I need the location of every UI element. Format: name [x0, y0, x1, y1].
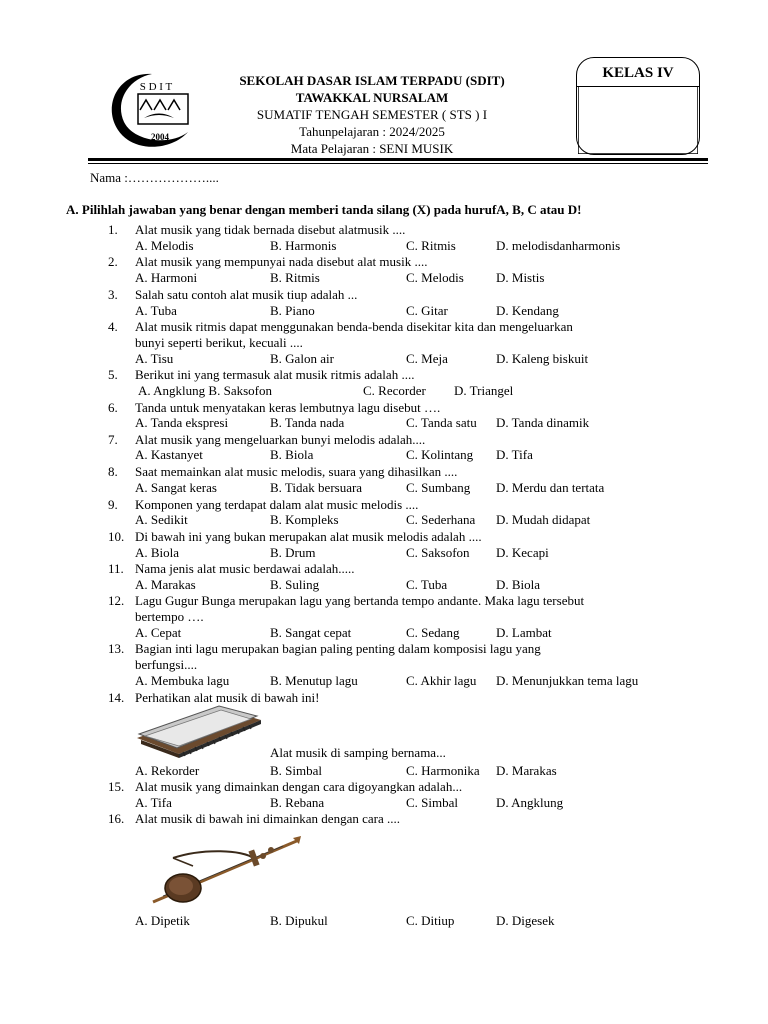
school-logo: [100, 66, 200, 156]
answer-option[interactable]: B. Biola: [270, 447, 314, 462]
question-text: Alat musik yang tidak bernada disebut alatmusik ....: [135, 222, 406, 237]
subject: Mata Pelajaran : SENI MUSIK: [290, 141, 454, 156]
name-field[interactable]: Nama :………………....: [90, 170, 219, 185]
answer-option[interactable]: A. Tuba: [135, 303, 177, 318]
answer-option[interactable]: D. Tifa: [496, 447, 533, 462]
answer-option[interactable]: C. Tuba: [406, 577, 448, 592]
answer-option[interactable]: B. Harmonis: [270, 238, 337, 253]
answer-option[interactable]: C. Melodis: [406, 270, 464, 285]
answer-option[interactable]: C. Akhir lagu: [406, 673, 477, 688]
answer-option[interactable]: A. Tifa: [135, 795, 172, 810]
answer-option[interactable]: A. Sedikit: [135, 512, 188, 527]
answer-option[interactable]: D. Kecapi: [496, 545, 549, 560]
answer-option[interactable]: C. Ritmis: [406, 238, 456, 253]
question-number: 15.: [108, 779, 125, 794]
answer-option[interactable]: D. Lambat: [496, 625, 552, 640]
answer-option[interactable]: C. Ditiup: [406, 913, 455, 928]
question-text: Saat memainkan alat music melodis, suara yang dihasilkan ....: [135, 464, 458, 479]
question-number: 11.: [108, 561, 124, 576]
answer-option[interactable]: A. Tisu: [135, 351, 174, 366]
answer-option[interactable]: D. Triangel: [454, 383, 514, 398]
answer-option[interactable]: C. Harmonika: [406, 763, 480, 778]
answer-option[interactable]: C. Saksofon: [406, 545, 470, 560]
answer-option[interactable]: C. Sedang: [406, 625, 460, 640]
question-text: Perhatikan alat musik di bawah ini!: [135, 690, 320, 705]
exam-header: [212, 72, 532, 157]
answer-option[interactable]: A. Membuka lagu: [135, 673, 230, 688]
answer-option[interactable]: B. Kompleks: [270, 512, 339, 527]
school-name: SEKOLAH DASAR ISLAM TERPADU (SDIT): [239, 73, 505, 88]
question-text: berfungsi....: [135, 657, 198, 672]
header-rule-thick: [88, 158, 708, 161]
question-number: 6.: [108, 400, 118, 415]
question-number: 4.: [108, 319, 118, 334]
answer-option[interactable]: D. Marakas: [496, 763, 557, 778]
answer-option[interactable]: B. Dipukul: [270, 913, 328, 928]
answer-option[interactable]: D. Tanda dinamik: [496, 415, 590, 430]
answer-option[interactable]: C. Sumbang: [406, 480, 471, 495]
answer-option[interactable]: A. Cepat: [135, 625, 182, 640]
answer-option[interactable]: A. Tanda ekspresi: [135, 415, 229, 430]
answer-option[interactable]: B. Drum: [270, 545, 316, 560]
question-text: Alat musik yang mempunyai nada disebut alat musik ....: [135, 254, 428, 269]
answer-option[interactable]: B. Sangat cepat: [270, 625, 352, 640]
answer-option[interactable]: B. Menutup lagu: [270, 673, 358, 688]
answer-option[interactable]: A. Harmoni: [135, 270, 198, 285]
answer-option[interactable]: D. Mistis: [496, 270, 545, 285]
question-number: 8.: [108, 464, 118, 479]
question-text: bertempo ….: [135, 609, 204, 624]
question-number: 3.: [108, 287, 118, 302]
answer-option[interactable]: D. Menunjukkan tema lagu: [496, 673, 639, 688]
answer-option[interactable]: D. melodisdanharmonis: [496, 238, 621, 253]
question-text: Alat musik di bawah ini dimainkan dengan cara ....: [135, 811, 400, 826]
question-number: 9.: [108, 497, 118, 512]
logo-letters: S D I T: [139, 81, 173, 93]
question-text: Di bawah ini yang bukan merupakan alat musik melodis adalah ....: [135, 529, 482, 544]
question-text: Alat musik yang mengeluarkan bunyi melodis adalah....: [135, 432, 426, 447]
answer-option[interactable]: C. Sederhana: [406, 512, 476, 527]
question-text: Alat musik ritmis dapat menggunakan benda-benda disekitar kita dan mengeluarkan: [135, 319, 573, 334]
question-text: Tanda untuk menyatakan keras lembutnya lagu disebut ….: [135, 400, 441, 415]
school-year: Tahunpelajaran : 2024/2025: [299, 124, 445, 139]
question-number: 5.: [108, 367, 118, 382]
instruction: A. Pilihlah jawaban yang benar dengan memberi tanda silang (X) pada hurufA, B, C atau D!: [66, 202, 582, 217]
question-number: 10.: [108, 529, 125, 544]
question-text: Bagian inti lagu merupakan bagian paling penting dalam komposisi lagu yang: [135, 641, 541, 656]
question-number: 13.: [108, 641, 125, 656]
question-text: Alat musik yang dimainkan dengan cara digoyangkan adalah...: [135, 779, 463, 794]
header-rule-thin: [88, 163, 708, 164]
answer-option[interactable]: D. Kaleng biskuit: [496, 351, 589, 366]
question-text: bunyi seperti berikut, kecuali ....: [135, 335, 303, 350]
answer-option[interactable]: C. Tanda satu: [406, 415, 477, 430]
answer-option[interactable]: A. Biola: [135, 545, 180, 560]
answer-option[interactable]: C. Meja: [406, 351, 448, 366]
answer-option[interactable]: A. Marakas: [135, 577, 196, 592]
exam-title: SUMATIF TENGAH SEMESTER ( STS ) I: [256, 107, 488, 122]
question-caption: Alat musik di samping bernama...: [270, 745, 446, 760]
answer-option[interactable]: B. Simbal: [270, 763, 323, 778]
question-number: 2.: [108, 254, 118, 269]
answer-option[interactable]: C. Recorder: [363, 383, 426, 398]
class-label: KELAS IV: [602, 65, 674, 81]
answer-option[interactable]: A. Melodis: [135, 238, 194, 253]
answer-option[interactable]: C. Kolintang: [406, 447, 474, 462]
question-number: 7.: [108, 432, 118, 447]
answer-option[interactable]: D. Digesek: [496, 913, 555, 928]
answer-option[interactable]: B. Galon air: [270, 351, 334, 366]
answer-option[interactable]: D. Angklung: [496, 795, 564, 810]
answer-option[interactable]: B. Rebana: [270, 795, 325, 810]
question-text: Berikut ini yang termasuk alat musik ritmis adalah ....: [135, 367, 415, 382]
answer-option[interactable]: B. Tidak bersuara: [270, 480, 363, 495]
score-box: [578, 86, 698, 154]
answer-option[interactable]: B. Tanda nada: [270, 415, 345, 430]
answer-option[interactable]: D. Biola: [496, 577, 541, 592]
answer-option[interactable]: D. Mudah didapat: [496, 512, 591, 527]
answer-option[interactable]: D. Kendang: [496, 303, 559, 318]
logo-year: 2004: [151, 132, 169, 142]
answer-option[interactable]: A. Angklung B. Saksofon: [138, 383, 272, 398]
answer-option[interactable]: A. Rekorder: [135, 763, 200, 778]
question-text: Lagu Gugur Bunga merupakan lagu yang bertanda tempo andante. Maka lagu tersebut: [135, 593, 585, 608]
answer-option[interactable]: D. Merdu dan tertata: [496, 480, 605, 495]
question-text: Salah satu contoh alat musik tiup adalah ...: [135, 287, 358, 302]
question-number: 14.: [108, 690, 125, 705]
answer-option[interactable]: A. Dipetik: [135, 913, 190, 928]
answer-option[interactable]: B. Ritmis: [270, 270, 320, 285]
answer-option[interactable]: A. Kastanyet: [135, 447, 203, 462]
answer-option[interactable]: C. Gitar: [406, 303, 448, 318]
answer-option[interactable]: B. Suling: [270, 577, 320, 592]
question-text: Komponen yang terdapat dalam alat music melodis ....: [135, 497, 419, 512]
harmonica-image: [133, 702, 265, 760]
question-number: 1.: [108, 222, 118, 237]
answer-option[interactable]: C. Simbal: [406, 795, 459, 810]
question-number: 12.: [108, 593, 125, 608]
answer-option[interactable]: B. Piano: [270, 303, 315, 318]
school-name-2: TAWAKKAL NURSALAM: [295, 90, 449, 105]
answer-option[interactable]: A. Sangat keras: [135, 480, 217, 495]
question-number: 16.: [108, 811, 125, 826]
question-text: Nama jenis alat music berdawai adalah.....: [135, 561, 355, 576]
rebab-image: [133, 836, 303, 906]
